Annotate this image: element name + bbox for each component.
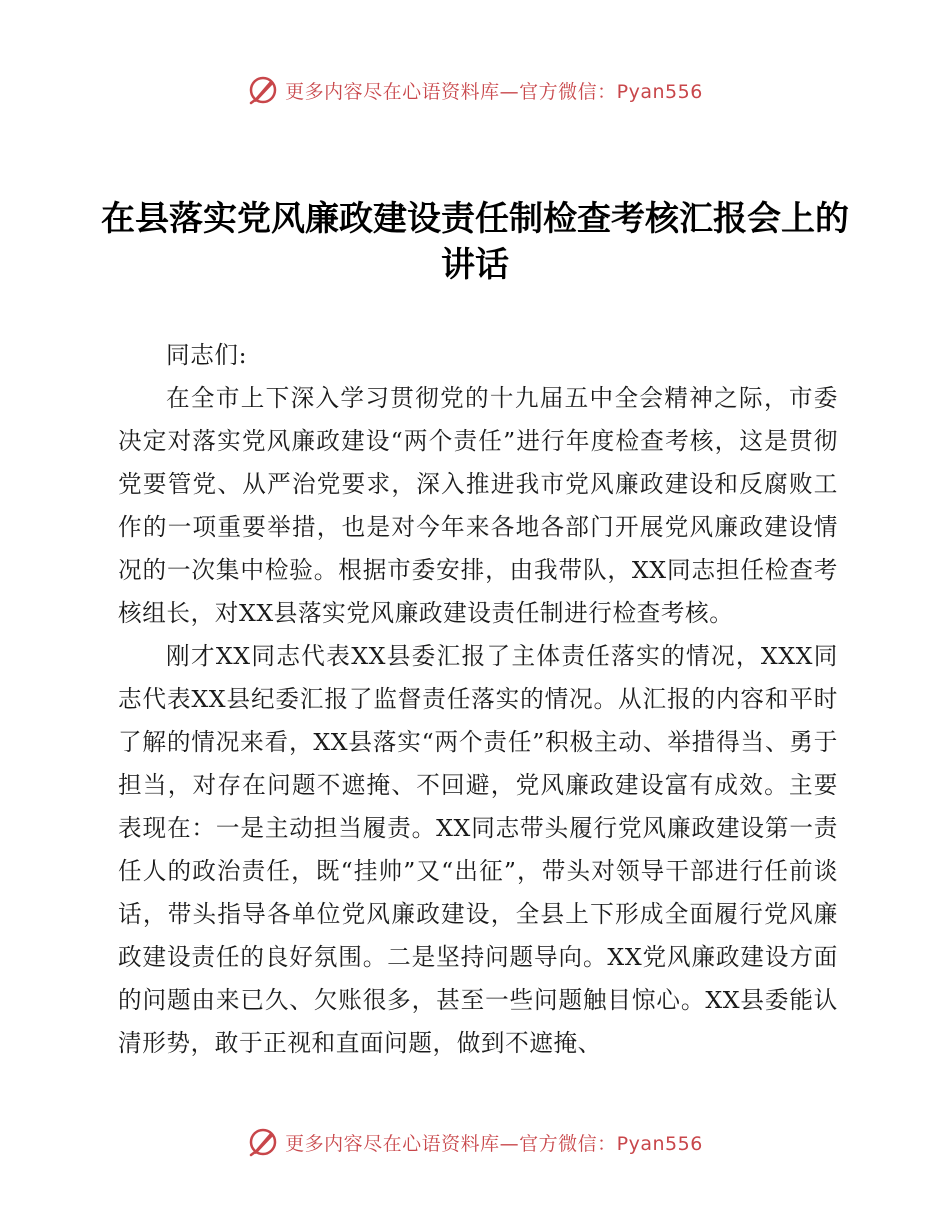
header-watermark [0, 70, 950, 110]
paragraph: 刚才XX同志代表XX县委汇报了主体责任落实的情况，XXX同志代表XX县纪委汇报了监督责任落实的情况。从汇报的内容和平时了解的情况来看，XX县落实“两个责任”积极主动、举措得当、勇于担当，对存在问题不遮掩、不回避，党风廉政建设富有成效。主要表现在：一是主动担当履责。XX同志带头履行党风廉政建设第一责任人的政治责任，既“挂帅”又“出征”，带头对领导干部进行任前谈话，带头指导各单位党风廉政建设，全县上下形成全面履行党风廉政建设责任的良好氛围。二是坚持问题导向。XX党风廉政建设方面的问题由来已久、欠账很多，甚至一些问题触目惊心。XX县委能认清形势，敢于正视和直面问题，做到不遮掩、 [118, 642, 838, 1057]
watermark-text: 更多内容尽在心语资料库—官方微信：Pyan556 [285, 80, 703, 103]
paragraph: 在全市上下深入学习贯彻党的十九届五中全会精神之际，市委决定对落实党风廉政建设“两个责任”进行年度检查考核，这是贯彻党要管党、从严治党要求，深入推进我市党风廉政建设和反腐败工作的一项重要举措，也是对今年来各地各部门开展党风廉政建设情况的一次集中检验。根据市委安排，由我带队，XX同志担任检查考核组长，对XX县落实党风廉政建设责任制进行检查考核。 [118, 384, 838, 627]
salutation: 同志们: [166, 341, 248, 369]
footer-watermark [0, 1122, 950, 1162]
document-body [118, 334, 838, 1065]
watermark-text: 更多内容尽在心语资料库—官方微信：Pyan556 [285, 1132, 703, 1155]
quill-pen-logo-icon [247, 1126, 279, 1158]
document-title: 在县落实党风廉政建设责任制检查考核汇报会上的讲话 [101, 199, 849, 285]
quill-pen-logo-icon [247, 74, 279, 106]
